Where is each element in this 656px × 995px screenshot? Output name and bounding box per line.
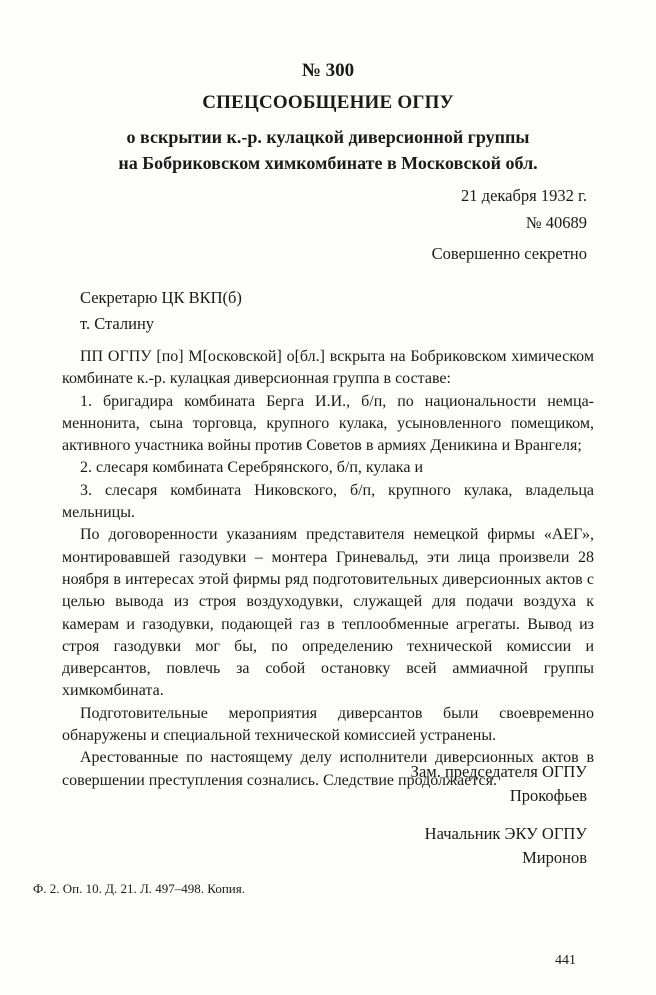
page-number: 441 <box>555 953 576 968</box>
body-list-item-3: 3. слесаря комбината Никовского, б/п, крупного кулака, владельца мельницы. <box>62 481 594 522</box>
signature-name: Миронов <box>522 848 587 867</box>
signature-position: Зам. председателя ОГПУ <box>410 762 587 781</box>
body-paragraph-measures: Подготовительные мероприятия диверсантов были своевременно обнаружены и специальной технической комиссией устранены. <box>62 704 594 745</box>
body-paragraph-agreement: По договоренности указаниям представителя немецкой фирмы «АЕГ», монтировавшей газодувки – монтера Гриневальд, эти лица произвели 28 ноября в интересах этой фирмы ряд подготовительных диверсионных актов с целью вывода из строя воздуходувки, служащей для подачи воздуха к камерам и газодувки, подающей газ в теплообменные агрегаты. Вывод из строя газодувки мог бы, по определению технической комиссии и диверсантов, повлечь за собой остановку всей аммиачной группы химкомбината. <box>62 526 594 700</box>
addressee-line-2: т. Сталину <box>80 314 155 333</box>
registration-number: № 40689 <box>525 213 587 232</box>
document-title: СПЕЦСООБЩЕНИЕ ОГПУ <box>202 92 454 113</box>
signature-eku-chief <box>425 822 587 870</box>
body-list-item-1: 1. бригадира комбината Берга И.И., б/п, по национальности немца-меннонита, сына торговца, крупного кулака, усыновленного помещиком, активного участника войны против Советов в армиях Деникина и Врангеля; <box>62 392 594 455</box>
body-list-item-2: 2. слесаря комбината Серебрянского, б/п, кулака и <box>80 459 423 477</box>
signature-position: Начальник ЭКУ ОГПУ <box>424 824 587 843</box>
subtitle-line-2: на Бобриковском химкомбинате в Московской обл. <box>118 153 538 173</box>
document-subtitle <box>60 124 596 176</box>
subtitle-line-1: о вскрытии к.-р. кулацкой диверсионной группы <box>126 127 530 147</box>
document-body <box>62 346 594 792</box>
signature-name: Прокофьев <box>509 786 587 805</box>
addressee-line-1: Секретарю ЦК ВКП(б) <box>80 288 242 307</box>
document-date: 21 декабря 1932 г. <box>461 186 587 205</box>
document-number: № 300 <box>301 60 355 81</box>
classification-stamp: Совершенно секретно <box>431 244 587 263</box>
signature-deputy-chairman <box>411 760 587 808</box>
archival-source-note: Ф. 2. Оп. 10. Д. 21. Л. 497–498. Копия. <box>33 881 245 896</box>
body-paragraph-intro: ПП ОГПУ [по] М[осковской] о[бл.] вскрыта на Бобриковском химическом комбинате к.-р. кулацкая диверсионная группа в составе: <box>62 348 594 388</box>
addressee <box>80 285 242 337</box>
body-paragraph-arrests: Арестованные по настоящему делу исполнители диверсионных актов в совершении преступления сознались. Следствие продолжается. <box>62 749 594 789</box>
